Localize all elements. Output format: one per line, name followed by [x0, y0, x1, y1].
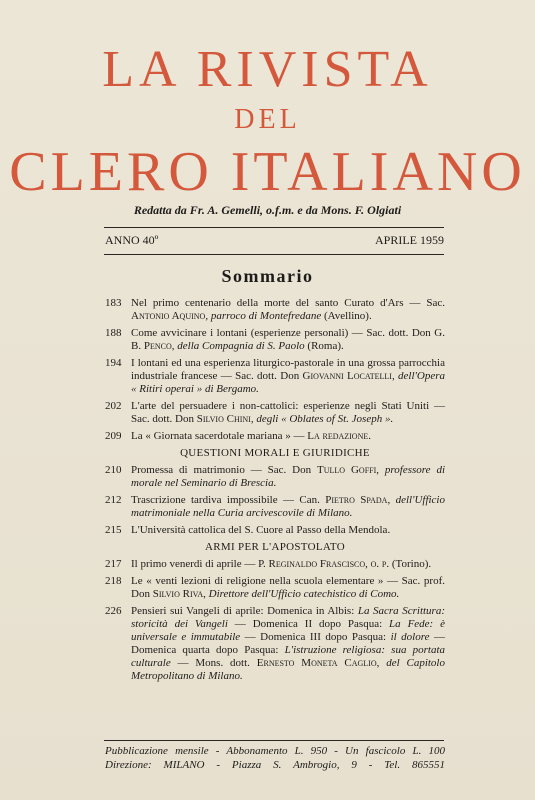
- section-heading-morali: QUESTIONI MORALI E GIURIDICHE: [180, 447, 370, 459]
- toc-page-number: 215: [105, 524, 122, 536]
- toc-entry: [105, 575, 445, 601]
- toc-author: Ernesto Moneta Caglio: [256, 657, 377, 669]
- toc-entry-text: Nel primo centenario della morte del santo Curato d'Ars — Sac. Antonio Aquino, parroco di Montefredane (Avellino).: [131, 297, 445, 322]
- toc-page-number: 217: [105, 558, 122, 570]
- toc-entry-text: L'arte del persuadere i non-cattolici: esperienze negli Stati Uniti — Sac. dott. Don Silvio Chini, degli « Oblates of St. Joseph ».: [131, 400, 445, 425]
- toc-entry-text: Le « venti lezioni di religione nella scuola elementare » — Sac. prof. Don Silvio Riva, Direttore dell'Ufficio catechistico di Como.: [131, 575, 445, 600]
- toc-page-number: 209: [105, 430, 122, 442]
- toc-author: Reginaldo Frascisco, o. p.: [268, 558, 390, 570]
- toc-page-number: 194: [105, 357, 122, 369]
- toc-page-number: 210: [105, 464, 122, 476]
- toc-author: Tullo Goffi: [317, 464, 377, 476]
- toc-author-role: della Compagnia di S. Paolo: [177, 340, 305, 352]
- toc-entry: [105, 430, 445, 443]
- sommario-heading: Sommario: [221, 266, 314, 286]
- toc-entry: [105, 464, 445, 490]
- toc-entry-text: Promessa di matrimonio — Sac. Don Tullo Goffi, professore di morale nel Seminario di Brescia.: [131, 464, 446, 489]
- toc-entry: [105, 494, 445, 520]
- toc-page-number: 218: [105, 575, 122, 587]
- toc-author: Silvio Riva: [152, 588, 204, 600]
- divider-top: [104, 227, 444, 228]
- toc-entry-text: L'Università cattolica del S. Cuore al Passo della Mendola.: [131, 524, 391, 536]
- toc-entry-text: La « Giornata sacerdotale mariana » — La redazione.: [131, 430, 372, 442]
- toc-entry: [105, 297, 445, 323]
- editors-line: Redatta da Fr. A. Gemelli, o.f.m. e da Mons. F. Olgiati: [133, 203, 402, 217]
- toc-page-number: 188: [105, 327, 122, 339]
- toc-page-number: 183: [105, 297, 122, 309]
- footer-divider: [104, 740, 444, 741]
- toc-entry: [105, 605, 445, 683]
- toc-entry: [105, 357, 445, 396]
- toc-author-role: dell'Opera « Ritiri operai » di Bergamo.: [131, 370, 446, 395]
- table-of-contents: [105, 297, 445, 687]
- publication-footer: [105, 744, 445, 772]
- toc-entry-text: Come avvicinare i lontani (esperienze personali) — Sac. dott. Don G. B. Penco, della Compagnia di S. Paolo (Roma).: [131, 327, 445, 352]
- masthead-title-line3: CLERO ITALIANO: [9, 141, 526, 203]
- toc-page-number: 226: [105, 605, 122, 617]
- toc-entry-text: Trascrizione tardiva impossibile — Can. Pietro Spada, dell'Ufficio matrimoniale nella Curia arcivescovile di Milano.: [131, 494, 445, 519]
- toc-page-number: 202: [105, 400, 122, 412]
- toc-entry-text: Il primo venerdì di aprile — P. Reginaldo Frascisco, o. p. (Torino).: [131, 558, 432, 570]
- toc-author: Antonio Aquino: [131, 310, 206, 322]
- issue-date: APRILE 1959: [375, 233, 444, 247]
- footer-address-line: Direzione: MILANO - Piazza S. Ambrogio, 9 - Tel. 865551: [105, 759, 445, 771]
- toc-author-role: dell'Ufficio matrimoniale nella Curia arcivescovile di Milano.: [131, 494, 445, 519]
- masthead-title-line1: LA RIVISTA: [102, 41, 433, 98]
- toc-author-role: parroco di Montefredane: [210, 310, 322, 322]
- toc-author: Pietro Spada: [325, 494, 388, 506]
- divider-bottom: [104, 254, 444, 255]
- toc-author-role: Direttore dell'Ufficio catechistico di Como.: [208, 588, 400, 600]
- toc-entry: [105, 327, 445, 353]
- section-heading-apostolato: ARMI PER L'APOSTOLATO: [205, 541, 345, 553]
- toc-entry-text: Pensieri sui Vangeli di aprile: Domenica in Albis: La Sacra Scrittura: storicità dei Vangeli — Domenica II dopo Pasqua: La Fede: è universale e immutabile — Domenica III dopo Pasqua: il dolore — Domenica quarta dopo Pasqua: L'istruzione religiosa: sua portata culturale — Mons. dott. Ernesto Moneta Caglio, del Capitolo Metropolitano di Milano.: [131, 605, 446, 682]
- toc-entry-text: I lontani ed una esperienza liturgico-pastorale in una grossa parrocchia industriale francese — Sac. dott. Don Giovanni Locatelli, dell'Opera « Ritiri operai » di Bergamo.: [131, 357, 446, 395]
- toc-entry: [105, 400, 445, 426]
- toc-author-role: del Capitolo Metropolitano di Milano.: [131, 657, 445, 682]
- toc-page-number: 212: [105, 494, 122, 506]
- toc-author: Silvio Chini: [196, 413, 251, 425]
- toc-entry: [105, 558, 445, 571]
- masthead-title-line2: DEL: [234, 104, 301, 135]
- issue-year: ANNO 40º: [105, 233, 159, 247]
- toc-entry: [105, 524, 445, 537]
- toc-author-role: degli « Oblates of St. Joseph ».: [256, 413, 394, 425]
- toc-author-role: professore di morale nel Seminario di Brescia.: [131, 464, 446, 489]
- toc-author: Penco: [143, 340, 172, 352]
- toc-author: La redazione.: [307, 430, 372, 442]
- footer-subscription-line: Pubblicazione mensile - Abbonamento L. 950 - Un fascicolo L. 100: [105, 745, 445, 757]
- toc-author: Giovanni Locatelli: [302, 370, 392, 382]
